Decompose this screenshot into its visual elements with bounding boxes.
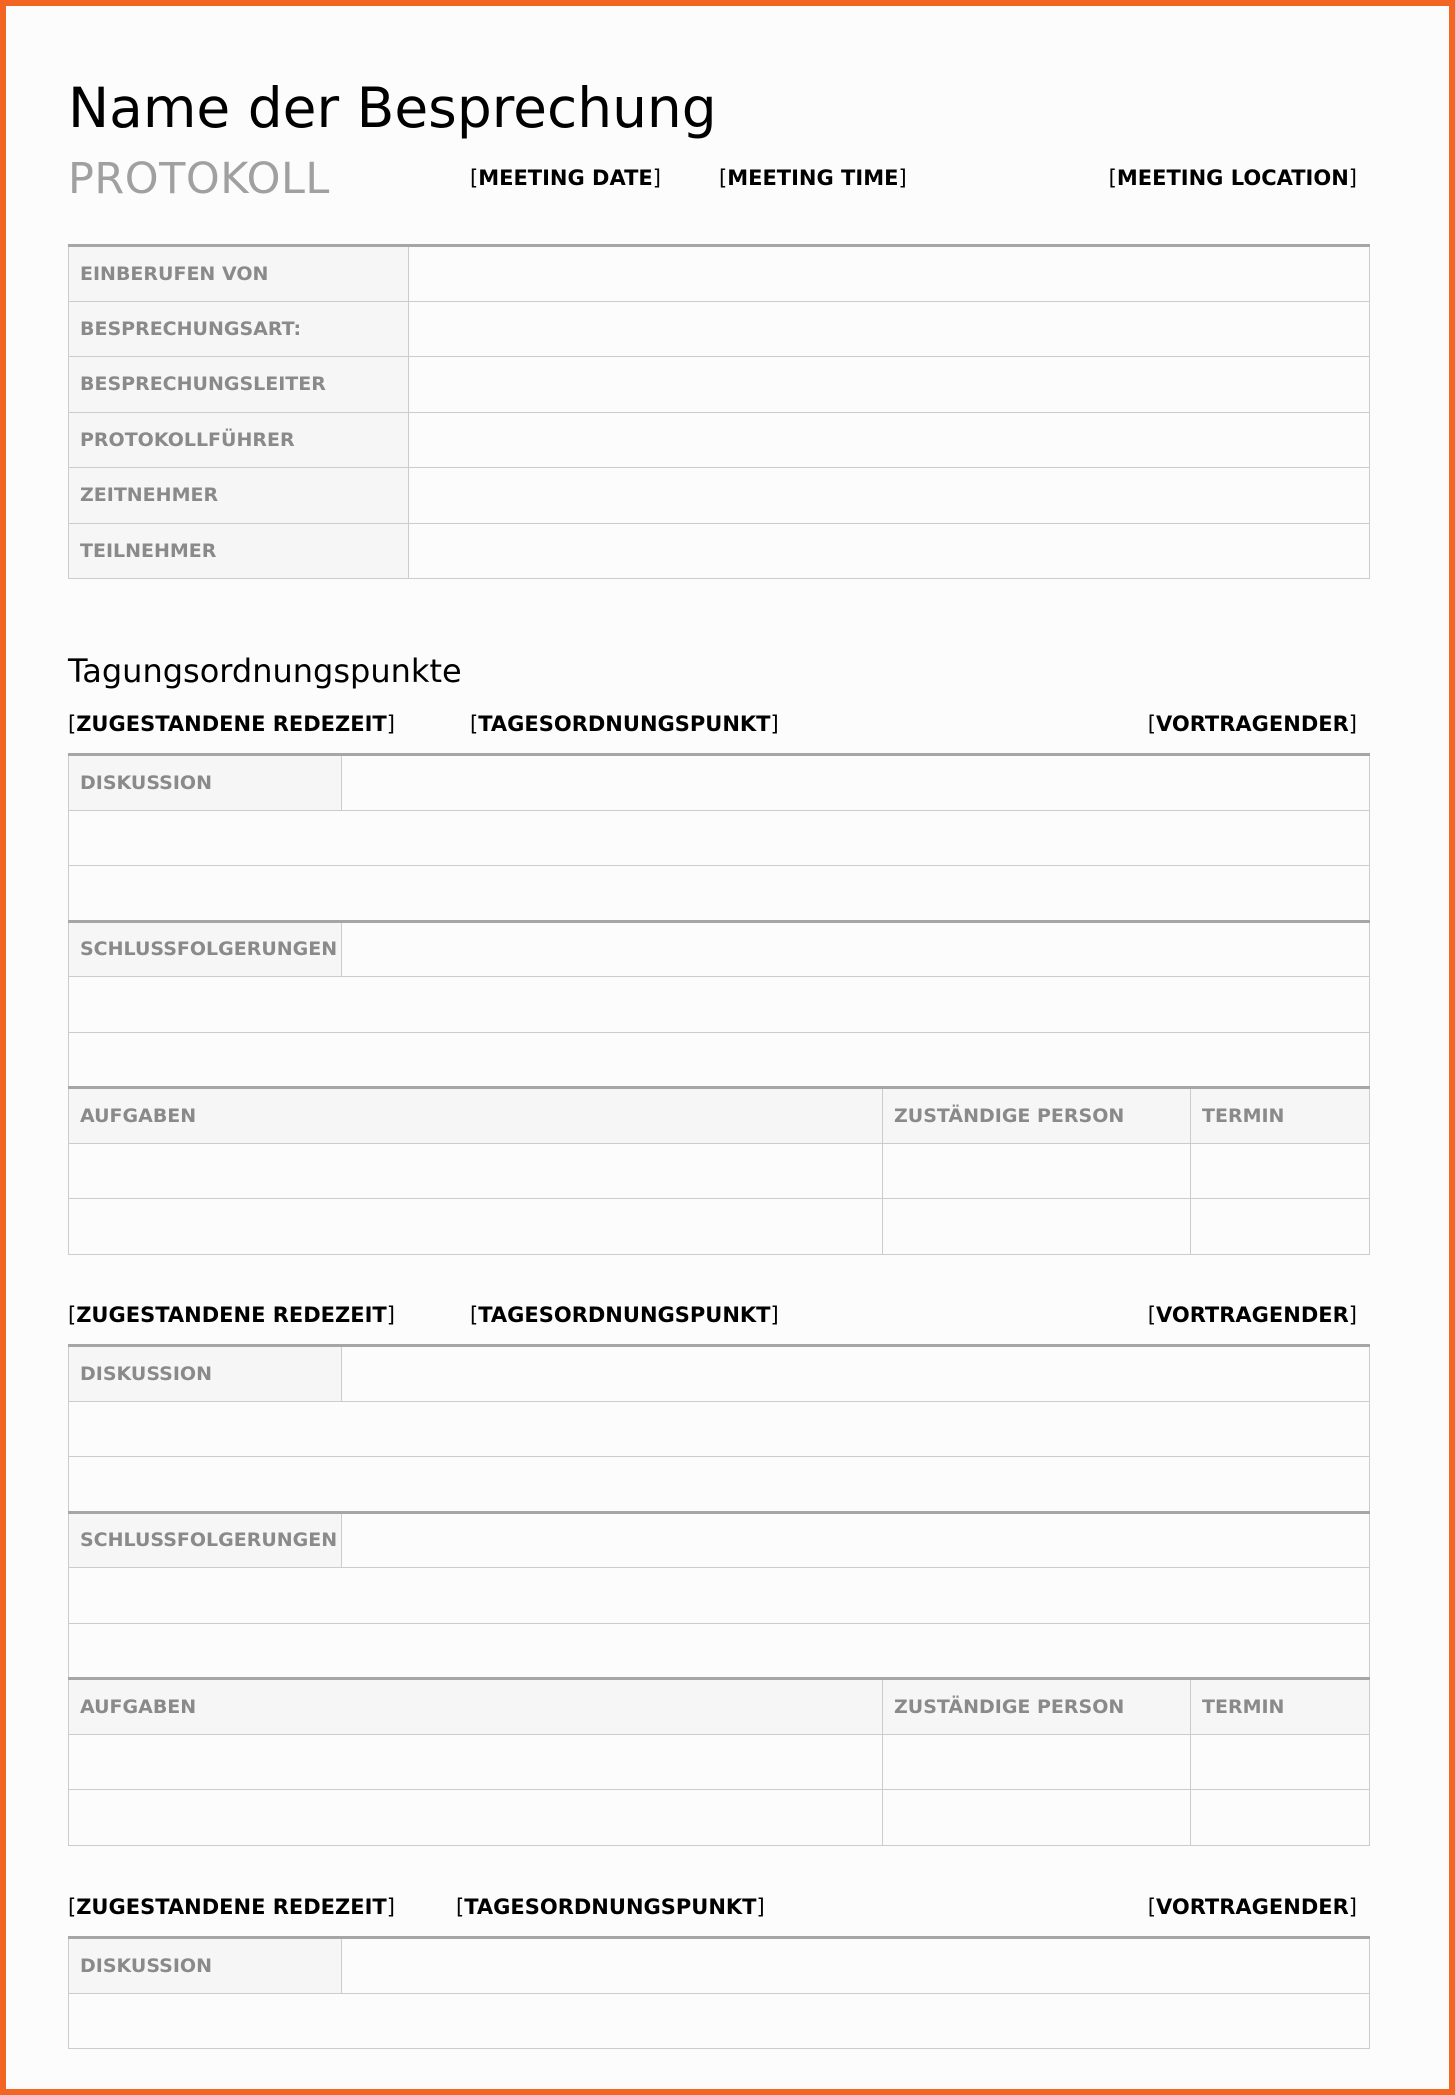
table-row	[69, 523, 1370, 579]
table-row	[69, 1088, 1370, 1144]
meeting-info-table	[68, 244, 1370, 579]
table-row	[69, 1734, 1370, 1790]
meeting-location-placeholder: MEETING LOCATION	[1116, 166, 1349, 190]
allotted-time-field[interactable]: [ZUGESTANDENE REDEZEIT]	[68, 1303, 395, 1327]
discussion-cell[interactable]	[342, 755, 1370, 811]
agenda-topic-placeholder: TAGESORDNUNGSPUNKT	[478, 712, 771, 736]
discussion-cell[interactable]	[69, 1457, 1370, 1513]
info-value-cell[interactable]	[409, 357, 1370, 413]
person-cell[interactable]	[883, 1199, 1191, 1255]
document-subtitle: PROTOKOLL	[68, 154, 330, 204]
info-value-cell[interactable]	[409, 301, 1370, 357]
info-value-cell[interactable]	[409, 412, 1370, 468]
discussion-label: DISKUSSION	[69, 1938, 342, 1994]
task-cell[interactable]	[69, 1199, 883, 1255]
info-value-cell[interactable]	[409, 523, 1370, 579]
table-row	[69, 246, 1370, 302]
table-row	[69, 468, 1370, 524]
agenda-item-table	[68, 1344, 1370, 1846]
deadline-header: TERMIN	[1191, 1679, 1370, 1735]
presenter-field[interactable]: [VORTRAGENDER]	[1147, 1303, 1357, 1327]
agenda-topic-placeholder: TAGESORDNUNGSPUNKT	[464, 1895, 757, 1919]
agenda-item-table	[68, 1936, 1370, 2049]
meeting-time-placeholder: MEETING TIME	[727, 166, 899, 190]
discussion-cell[interactable]	[342, 1346, 1370, 1402]
person-cell[interactable]	[883, 1143, 1191, 1199]
allotted-time-placeholder: ZUGESTANDENE REDEZEIT	[76, 1895, 387, 1919]
info-value-cell[interactable]	[409, 468, 1370, 524]
info-label: EINBERUFEN VON	[69, 246, 409, 302]
info-label: BESPRECHUNGSART:	[69, 301, 409, 357]
meeting-time-field[interactable]: [MEETING TIME]	[719, 166, 907, 190]
info-label: BESPRECHUNGSLEITER	[69, 357, 409, 413]
allotted-time-field[interactable]: [ZUGESTANDENE REDEZEIT]	[68, 1895, 395, 1919]
table-row	[69, 866, 1370, 922]
tasks-header: AUFGABEN	[69, 1088, 883, 1144]
meeting-date-placeholder: MEETING DATE	[478, 166, 653, 190]
responsible-person-header: ZUSTÄNDIGE PERSON	[883, 1679, 1191, 1735]
table-row	[69, 1199, 1370, 1255]
table-row	[69, 412, 1370, 468]
presenter-placeholder: VORTRAGENDER	[1155, 1303, 1349, 1327]
info-value-cell[interactable]	[409, 246, 1370, 302]
table-row	[69, 1993, 1370, 2049]
table-row	[69, 1790, 1370, 1846]
discussion-cell[interactable]	[69, 1993, 1370, 2049]
presenter-placeholder: VORTRAGENDER	[1155, 1895, 1349, 1919]
meeting-date-field[interactable]: [MEETING DATE]	[470, 166, 661, 190]
conclusions-cell[interactable]	[342, 1512, 1370, 1568]
discussion-cell[interactable]	[342, 1938, 1370, 1994]
table-row	[69, 357, 1370, 413]
task-cell[interactable]	[69, 1790, 883, 1846]
conclusions-cell[interactable]	[69, 977, 1370, 1033]
table-row	[69, 810, 1370, 866]
tasks-header: AUFGABEN	[69, 1679, 883, 1735]
agenda-topic-field[interactable]: [TAGESORDNUNGSPUNKT]	[470, 1303, 779, 1327]
table-row	[69, 1679, 1370, 1735]
allotted-time-placeholder: ZUGESTANDENE REDEZEIT	[76, 712, 387, 736]
discussion-cell[interactable]	[69, 810, 1370, 866]
agenda-topic-field[interactable]: [TAGESORDNUNGSPUNKT]	[456, 1895, 765, 1919]
meeting-title[interactable]: Name der Besprechung	[68, 76, 717, 140]
info-label: ZEITNEHMER	[69, 468, 409, 524]
presenter-placeholder: VORTRAGENDER	[1155, 712, 1349, 736]
conclusions-cell[interactable]	[342, 921, 1370, 977]
person-cell[interactable]	[883, 1734, 1191, 1790]
table-row	[69, 1512, 1370, 1568]
agenda-topic-field[interactable]: [TAGESORDNUNGSPUNKT]	[470, 712, 779, 736]
table-row	[69, 1457, 1370, 1513]
table-row	[69, 1346, 1370, 1402]
task-cell[interactable]	[69, 1143, 883, 1199]
table-row	[69, 1401, 1370, 1457]
conclusions-cell[interactable]	[69, 1032, 1370, 1088]
table-row	[69, 977, 1370, 1033]
conclusions-cell[interactable]	[69, 1568, 1370, 1624]
discussion-cell[interactable]	[69, 1401, 1370, 1457]
info-label: PROTOKOLLFÜHRER	[69, 412, 409, 468]
table-row	[69, 1938, 1370, 1994]
person-cell[interactable]	[883, 1790, 1191, 1846]
conclusions-label: SCHLUSSFOLGERUNGEN	[69, 1512, 342, 1568]
discussion-label: DISKUSSION	[69, 1346, 342, 1402]
table-row	[69, 1623, 1370, 1679]
info-label: TEILNEHMER	[69, 523, 409, 579]
meeting-location-field[interactable]: [MEETING LOCATION]	[1108, 166, 1357, 190]
agenda-item-table	[68, 753, 1370, 1255]
task-cell[interactable]	[69, 1734, 883, 1790]
deadline-cell[interactable]	[1191, 1734, 1370, 1790]
table-row	[69, 1143, 1370, 1199]
deadline-cell[interactable]	[1191, 1790, 1370, 1846]
presenter-field[interactable]: [VORTRAGENDER]	[1147, 712, 1357, 736]
allotted-time-field[interactable]: [ZUGESTANDENE REDEZEIT]	[68, 712, 395, 736]
discussion-label: DISKUSSION	[69, 755, 342, 811]
table-row	[69, 755, 1370, 811]
conclusions-cell[interactable]	[69, 1623, 1370, 1679]
responsible-person-header: ZUSTÄNDIGE PERSON	[883, 1088, 1191, 1144]
deadline-cell[interactable]	[1191, 1199, 1370, 1255]
table-row	[69, 1568, 1370, 1624]
presenter-field[interactable]: [VORTRAGENDER]	[1147, 1895, 1357, 1919]
allotted-time-placeholder: ZUGESTANDENE REDEZEIT	[76, 1303, 387, 1327]
agenda-topic-placeholder: TAGESORDNUNGSPUNKT	[478, 1303, 771, 1327]
deadline-header: TERMIN	[1191, 1088, 1370, 1144]
table-row	[69, 1032, 1370, 1088]
table-row	[69, 301, 1370, 357]
agenda-heading: Tagungsordnungspunkte	[68, 652, 462, 690]
deadline-cell[interactable]	[1191, 1143, 1370, 1199]
conclusions-label: SCHLUSSFOLGERUNGEN	[69, 921, 342, 977]
discussion-cell[interactable]	[69, 866, 1370, 922]
table-row	[69, 921, 1370, 977]
